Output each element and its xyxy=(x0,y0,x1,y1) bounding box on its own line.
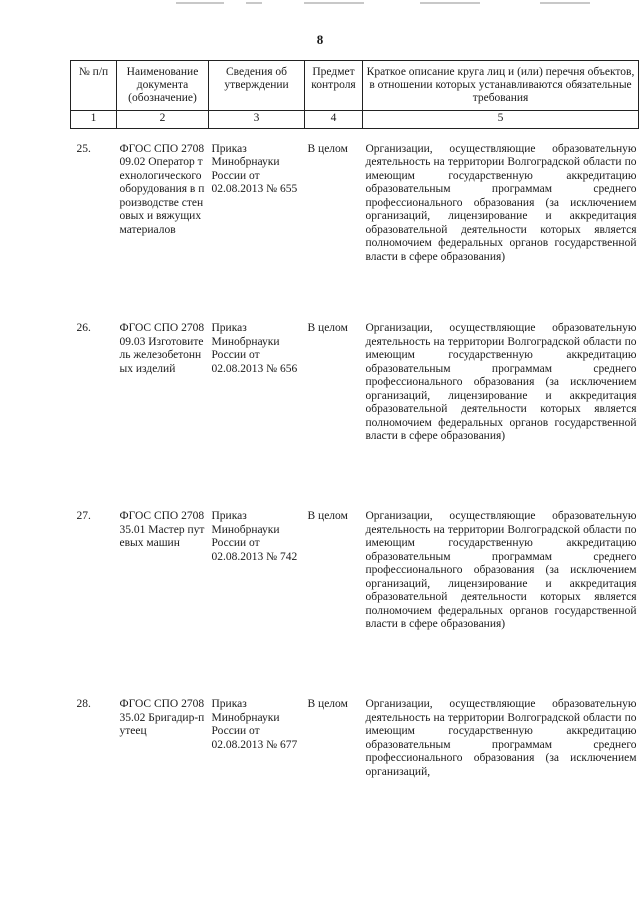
row-number: 28. xyxy=(76,698,91,710)
column-number: 1 xyxy=(71,111,117,129)
requirements-table xyxy=(70,60,639,779)
row-number: 25. xyxy=(76,142,91,155)
document-name: ФГОС СПО 270809.03 Изготовитель железобетонных изделий xyxy=(119,322,205,375)
row-number: 26. xyxy=(76,322,91,334)
header-number: № п/п xyxy=(71,61,117,111)
table-row xyxy=(71,510,639,698)
approval-info: Приказ Минобрнауки России от 02.08.2013 № 656 xyxy=(211,322,298,375)
control-subject: В целом xyxy=(307,698,348,710)
header-document-name: Наименование документа (обозначение) xyxy=(117,61,209,111)
description-text: Организации, осуществляющие образовательную деятельность на территории Волгоградской области по имеющим государственную аккредитацию образовательным программам среднего профессионального образования (за исключением организаций, xyxy=(365,698,637,778)
page-number: 8 xyxy=(316,32,324,47)
control-subject: В целом xyxy=(307,322,348,334)
header-approval-info: Сведения об утверждении xyxy=(209,61,305,111)
column-number: 5 xyxy=(363,111,639,129)
control-subject: В целом xyxy=(307,510,348,522)
scan-artifact xyxy=(176,2,224,4)
header-control-subject: Предмет контроля xyxy=(305,61,363,111)
approval-info: Приказ Минобрнауки России от 02.08.2013 № 742 xyxy=(211,510,298,563)
approval-info: Приказ Минобрнауки России от 02.08.2013 № 677 xyxy=(211,698,298,751)
scan-artifact xyxy=(304,2,364,4)
document-name: ФГОС СПО 270809.02 Оператор технологического оборудования в производстве стеновых и вяжущих материалов xyxy=(119,142,205,236)
control-subject: В целом xyxy=(307,142,348,155)
scan-artifact xyxy=(246,2,262,4)
column-number: 2 xyxy=(117,111,209,129)
description-text: Организации, осуществляющие образовательную деятельность на территории Волгоградской области по имеющим государственную аккредитацию образовательным программам среднего профессионального образования (за исключением организаций, лицензирование и аккредитация образовательной деятельности которых является полномочием федеральных органов государственной власти в сфере образования) xyxy=(365,322,637,442)
table-row xyxy=(71,698,639,779)
document-name: ФГОС СПО 270835.01 Мастер путевых машин xyxy=(119,510,205,549)
table-row xyxy=(71,128,639,322)
row-number: 27. xyxy=(76,510,91,522)
header-row xyxy=(71,61,639,111)
column-number: 4 xyxy=(305,111,363,129)
column-number: 3 xyxy=(209,111,305,129)
document-name: ФГОС СПО 270835.02 Бригадир-путеец xyxy=(119,698,205,737)
header-description: Краткое описание круга лиц и (или) перечня объектов, в отношении которых устанавливаются обязательные требования xyxy=(363,61,639,111)
description-text: Организации, осуществляющие образовательную деятельность на территории Волгоградской области по имеющим государственную аккредитацию образовательным программам среднего профессионального образования (за исключением организаций, лицензирование и аккредитация образовательной деятельности которых является полномочием федеральных органов государственной власти в сфере образования) xyxy=(365,510,637,630)
scan-artifact xyxy=(540,2,590,4)
approval-info: Приказ Минобрнауки России от 02.08.2013 № 655 xyxy=(211,142,298,195)
table-row xyxy=(71,322,639,510)
column-number-row xyxy=(71,111,639,129)
description-text: Организации, осуществляющие образовательную деятельность на территории Волгоградской области по имеющим государственную аккредитацию образовательным программам среднего профессионального образования (за исключением организаций, лицензирование и аккредитация образовательной деятельности которых является полномочием федеральных органов государственной власти в сфере образования) xyxy=(365,142,637,263)
scan-artifact xyxy=(420,2,480,4)
